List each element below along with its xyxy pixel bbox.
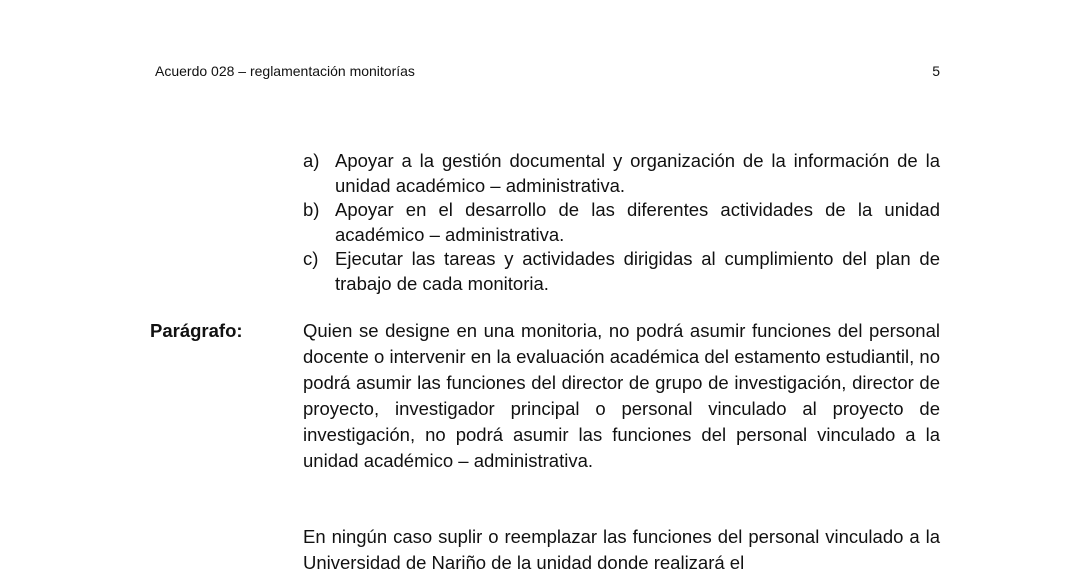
- list-marker: a): [303, 150, 320, 171]
- list-item: [303, 149, 940, 198]
- page-header-title: Acuerdo 028 – reglamentación monitorías: [155, 63, 415, 79]
- list-item-text: Apoyar a la gestión documental y organización de la información de la unidad académico – administrativa.: [335, 150, 940, 196]
- function-list: [303, 149, 940, 296]
- page-number: 5: [932, 63, 940, 79]
- list-item-text: Apoyar en el desarrollo de las diferentes actividades de la unidad académico – administrativa.: [335, 199, 940, 245]
- list-item: [303, 198, 940, 247]
- paragraph-text-continued: En ningún caso suplir o reemplazar las funciones del personal vinculado a la Universidad de Nariño de la unidad donde realizará el: [303, 526, 940, 573]
- list-item-text: Ejecutar las tareas y actividades dirigidas al cumplimiento del plan de trabajo de cada monitoria.: [335, 248, 940, 294]
- paragraph-text: Quien se designe en una monitoria, no podrá asumir funciones del personal docente o intervenir en la evaluación académica del estamento estudiantil, no podrá asumir las funciones del director de grupo de investigación, director de proyecto, investigador principal o personal vinculado al proyecto de investigación, no podrá asumir las funciones del personal vinculado a la unidad académico – administrativa.: [303, 320, 940, 471]
- paragraph-label: Parágrafo:: [150, 320, 243, 341]
- list-marker: c): [303, 248, 319, 269]
- list-item: [303, 247, 940, 296]
- list-marker: b): [303, 199, 320, 220]
